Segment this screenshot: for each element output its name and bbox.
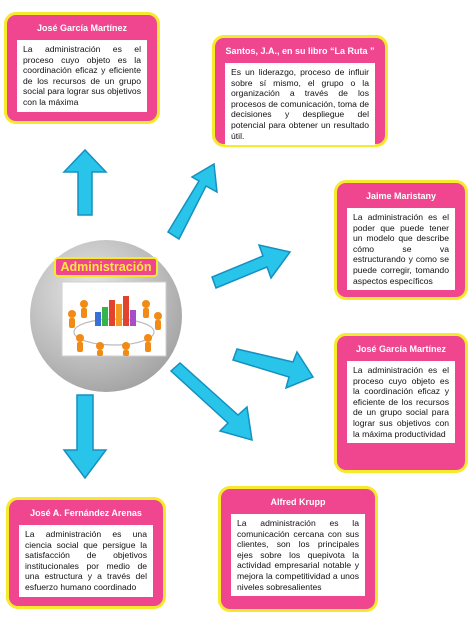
arrow-right-lower: [233, 349, 313, 388]
card-body: La administración es el proceso cuyo objeto es la coordinación eficaz y eficiente de los recursos de un grupo social para lograr sus objetivos con la máxima productividad: [347, 361, 455, 443]
arrow-up-right: [168, 164, 217, 239]
arrow-up: [64, 150, 106, 215]
card-body: La administración es la comunicación cercana con sus clientes, son los principales ejes sobre los quepivota la actividad empresarial notable y mejora la competitividad a unos niveles sobresalientes: [231, 514, 365, 596]
arrow-down: [64, 395, 106, 478]
card-fernandez-arenas: [6, 497, 166, 609]
card-body: La administración es una ciencia social que persigue la satisfacción de objetivos institucionales por medio de una estructura y a través del esfuerzo humano coordinado: [19, 525, 153, 597]
card-body: Es un liderazgo, proceso de influir sobre sí mismo, el grupo o la organización a través de los procesos de comunicación, toma de decisiones y despliegue del potencial para obtener un resultado útil.: [225, 63, 375, 145]
card-jose-garcia-top: [4, 12, 160, 124]
card-title: Jaime Maristany: [365, 191, 437, 201]
card-title: Alfred Krupp: [270, 497, 326, 507]
card-santos: [212, 35, 388, 147]
card-body: La administración es el proceso cuyo objeto es la coordinación eficaz y eficiente de los recursos de un grupo social para lograr sus objetivos con la máxima: [17, 40, 147, 112]
card-title: José García Martínez: [355, 344, 447, 354]
meeting-illustration: [60, 280, 168, 360]
card-body: La administración es el poder que puede tener un modelo que describe cómo se va estructurando y como se puede corregir, tomando aspectos específicos: [347, 208, 455, 290]
card-title: José A. Fernández Arenas: [30, 508, 142, 518]
arrow-down-right: [171, 363, 252, 440]
hub-label: Administración: [54, 257, 158, 277]
card-jose-garcia-right: [334, 333, 468, 473]
card-title: José García Martínez: [36, 23, 128, 33]
card-alfred-krupp: [218, 486, 378, 612]
card-title: Santos, J.A., en su libro “La Ruta ”: [225, 46, 375, 56]
card-jaime-maristany: [334, 180, 468, 300]
arrow-right-upper: [212, 245, 290, 288]
